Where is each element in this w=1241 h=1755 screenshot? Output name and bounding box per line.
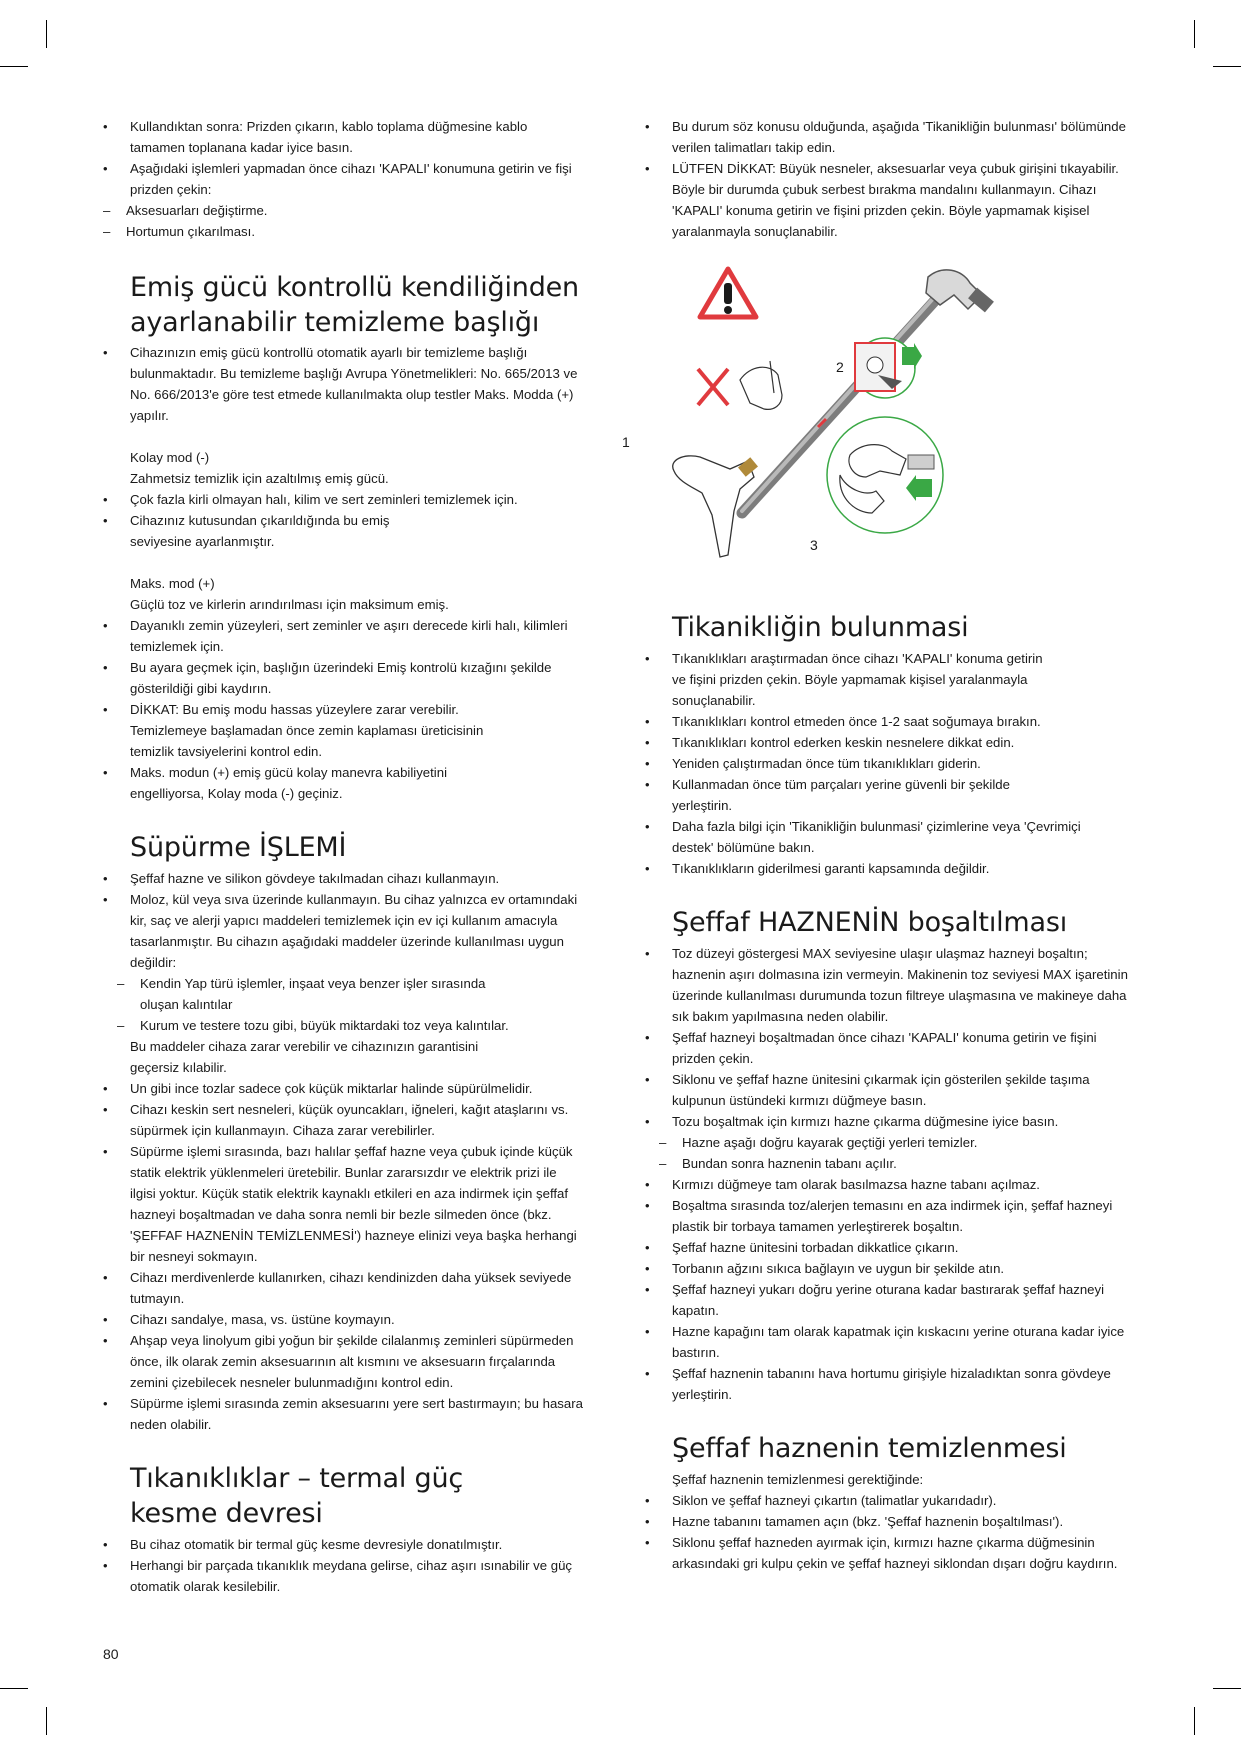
close-icon: [698, 369, 728, 405]
dash-item: – Hortumun çıkarılması.: [103, 221, 583, 242]
list-item: • Moloz, kül veya sıva üzerinde kullanmayın. Bu cihaz yalnızca ev ortamındaki kir, saç ve alerji yapıcı maddeleri temizlemek için ev içi kullanım amacıyla tasarlanmıştır. Bu cihazın aşağıdaki maddeler üzerinde kullanılması uygun değildir:: [103, 889, 583, 973]
warning-icon: [700, 269, 756, 317]
list-item: • Kırmızı düğmeye tam olarak basılmazsa hazne tabanı açılmaz.: [645, 1174, 1140, 1195]
list-item: • Boşaltma sırasında toz/alerjen temasını en aza indirmek için, şeffaf hazneyi plastik bir torbaya tamamen yerleştirerek boşaltın.: [645, 1195, 1140, 1237]
list-item: • Yeniden çalıştırmadan önce tüm tıkanıklıkları giderin.: [645, 753, 1140, 774]
list-item: • Daha fazla bilgi için 'Tikanikliğin bulunmasi' çizimlerine veya 'Çevrimiçi destek' bölümüne bakın.: [645, 816, 1112, 858]
list-item: • Şeffaf hazne ve silikon gövdeye takılmadan cihazı kullanmayın.: [103, 868, 583, 889]
list-item: • Dayanıklı zemin yüzeyleri, sert zeminler ve aşırı derecede kirli halı, kilimleri temizlemek için.: [103, 615, 583, 657]
subheading-kolay: Kolay mod (-): [130, 450, 210, 465]
list-item: • Herhangi bir parçada tıkanıklık meydana gelirse, cihaz aşırı ısınabilir ve güç otomatik olarak kesilebilir.: [103, 1555, 583, 1597]
list-item: • Cihazı keskin sert nesneleri, küçük oyuncakları, iğneleri, kağıt ataşlarını vs. süpürmek için kullanmayın. Cihaza zarar verebilirler.: [103, 1099, 583, 1141]
list-item: • Toz düzeyi göstergesi MAX seviyesine ulaşır ulaşmaz hazneyi boşaltın; haznenin aşırı dolmasına izin vermeyin. Makinenin toz seviyesi MAX işaretinin üzerinde kullanılması durumunda tozun filtreye ulaşmasına ve makineye daha sık bakım yapılmasına neden olabilir.: [645, 943, 1140, 1027]
crop-mark: [0, 66, 28, 67]
list-item: • Siklonu şeffaf hazneden ayırmak için, kırmızı hazne çıkarma düğmesinin arkasındaki gri kulpu çekin ve şeffaf hazneyi siklondan dışarı doğru kaydırın.: [645, 1532, 1140, 1574]
list-item: • Cihazınızın emiş gücü kontrollü otomatik ayarlı bir temizleme başlığı bulunmaktadır. Bu temizleme başlığı Avrupa Yönetmelikleri: No. 665/2013 ve No. 666/2013'e göre test etmede kullanılmakta olup testler Maks. Modda (+) yapılır.: [103, 342, 583, 426]
list-item: • Tıkanıklıkları kontrol ederken keskin nesnelere dikkat edin.: [645, 732, 1140, 753]
section-heading-emis: Emiş gücü kontrollü kendiliğinden ayarlanabilir temizleme başlığı: [130, 272, 579, 338]
hand-icon: [740, 361, 782, 409]
list-item: • Un gibi ince tozlar sadece çok küçük miktarlar halinde süpürülmelidir.: [103, 1078, 583, 1099]
list-item: • Tozu boşaltmak için kırmızı hazne çıkarma düğmesine iyice basın.: [645, 1111, 1140, 1132]
crop-mark: [1194, 1707, 1195, 1735]
list-item: • DİKKAT: Bu emiş modu hassas yüzeylere zarar verebilir. Temizlemeye başlamadan önce zemin kaplaması üreticisinin temizlik tavsiyelerini kontrol edin.: [103, 699, 520, 762]
list-item: • Aşağıdaki işlemleri yapmadan önce cihazı 'KAPALI' konumuna getirin ve fişi prizden çekin:: [103, 158, 583, 200]
list-item: • Bu cihaz otomatik bir termal güç kesme devresiyle donatılmıştır.: [103, 1534, 583, 1555]
list-item: • Maks. modun (+) emiş gücü kolay manevra kabiliyetini engelliyorsa, Kolay moda (-) geçiniz.: [103, 762, 520, 804]
dash-item: – Bundan sonra haznenin tabanı açılır.: [659, 1153, 1140, 1174]
detach-callout: [827, 417, 943, 533]
subheading-maks: Maks. mod (+): [130, 576, 215, 591]
dash-item: – Aksesuarları değiştirme.: [103, 200, 583, 221]
section-heading-termal: Tıkanıklıklar – termal güç kesme devresi: [130, 1463, 464, 1529]
crop-mark: [46, 1707, 47, 1735]
list-item: • Şeffaf hazneyi boşaltmadan önce cihazı 'KAPALI' konuma getirin ve fişini prizden çekin.: [645, 1027, 1140, 1069]
list-item: • Torbanın ağzını sıkıca bağlayın ve uygun bir şekilde atın.: [645, 1258, 1140, 1279]
list-item: • Siklon ve şeffaf hazneyi çıkartın (talimatlar yukarıdadır).: [645, 1490, 1140, 1511]
list-item: • Kullanmadan önce tüm parçaları yerine güvenli bir şekilde yerleştirin.: [645, 774, 1032, 816]
right-column-bottom: [645, 610, 1140, 1574]
list-item: • Kullandıktan sonra: Prizden çıkarın, kablo toplama düğmesine kablo tamamen toplanana kadar iyice basın.: [103, 116, 583, 158]
list-item: • Çok fazla kirli olmayan halı, kilim ve sert zeminleri temizlemek için.: [103, 489, 583, 510]
list-item: • Şeffaf hazne ünitesini torbadan dikkatlice çıkarın.: [645, 1237, 1140, 1258]
crop-mark: [1213, 66, 1241, 67]
section-heading-bosaltma: Şeffaf HAZNENİN boşaltılması: [672, 907, 1068, 938]
step-label: 2: [836, 359, 844, 375]
crop-mark: [1194, 20, 1195, 48]
list-item: • Cihazınız kutusundan çıkarıldığında bu emiş seviyesine ayarlanmıştır.: [103, 510, 420, 552]
page-number: 80: [103, 1646, 119, 1662]
right-column-top: [645, 116, 1140, 242]
list-item: • Tıkanıklıkları kontrol etmeden önce 1-2 saat soğumaya bırakın.: [645, 711, 1140, 732]
dash-item: – Kurum ve testere tozu gibi, büyük miktardaki toz veya kalıntılar.: [117, 1015, 583, 1036]
dash-item: – Hazne aşağı doğru kayarak geçtiği yerleri temizler.: [659, 1132, 1140, 1153]
crop-mark: [0, 1688, 28, 1689]
list-item: • Süpürme işlemi sırasında, bazı halılar şeffaf hazne veya çubuk içinde küçük statik elektrik yüklenmeleri üretebilir. Bunlar zararsızdır ve elektrik prizi ile ilgisi yoktur. Küçük statik elektrik kaynaklı etkileri en aza indirmek için şeffaf hazneyi boşaltmadan ve daha sonra nemli bir bezle silmeden önce (bkz. 'ŞEFFAF HAZNENİN TEMİZLENMESİ') hazneye elinizi veya başka herhangi bir nesneyi sokmayın.: [103, 1141, 583, 1267]
crop-mark: [1213, 1688, 1241, 1689]
paragraph: Güçlü toz ve kirlerin arındırılması için maksimum emiş.: [130, 597, 449, 612]
list-item: • Ahşap veya linolyum gibi yoğun bir şekilde cilalanmış zeminleri süpürmeden önce, ilk olarak zemin aksesuarının alt kısmını ve aksesuarın fırçalarında zemini çizebilecek nesneler bulunmadığını kontrol edin.: [103, 1330, 583, 1393]
list-item: • Siklonu ve şeffaf hazne ünitesini çıkarmak için gösterilen şekilde taşıma kulpunun üstündeki kırmızı düğmeye basın.: [645, 1069, 1140, 1111]
paragraph: Şeffaf haznenin temizlenmesi gerektiğinde:: [672, 1472, 924, 1487]
list-item: • Tıkanıklıkların giderilmesi garanti kapsamında değildir.: [645, 858, 1140, 879]
paragraph: Zahmetsiz temizlik için azaltılmış emiş gücü.: [130, 471, 389, 486]
section-heading-supurme: Süpürme İŞLEMİ: [130, 832, 347, 863]
crop-mark: [46, 20, 47, 48]
list-item: • Şeffaf haznenin tabanını hava hortumu girişiyle hizaladıktan sonra gövdeye yerleştirin.: [645, 1363, 1140, 1405]
dash-item: – Kendin Yap türü işlemler, inşaat veya benzer işler sırasında oluşan kalıntılar: [117, 973, 520, 1015]
step-label: 3: [810, 537, 818, 553]
list-item: • Bu durum söz konusu olduğunda, aşağıda 'Tikanikliğin bulunması' bölümünde verilen talimatları takip edin.: [645, 116, 1140, 158]
list-item: • Cihazı merdivenlerde kullanırken, cihazı kendinizden daha yüksek seviyede tutmayın.: [103, 1267, 583, 1309]
step-label: 1: [622, 434, 630, 450]
section-heading-tikaniklik: Tikanikliğin bulunmasi: [672, 612, 969, 643]
list-item: • Bu ayara geçmek için, başlığın üzerindeki Emiş kontrolü kızağını şekilde gösterildiği gibi kaydırın.: [103, 657, 583, 699]
list-item: • Cihazı sandalye, masa, vs. üstüne koymayın.: [103, 1309, 583, 1330]
section-heading-temizleme: Şeffaf haznenin temizlenmesi: [672, 1433, 1067, 1464]
unblock-illustration: [622, 265, 1125, 595]
list-item: • Süpürme işlemi sırasında zemin aksesuarını yere sert bastırmayın; bu hasara neden olabilir.: [103, 1393, 583, 1435]
list-item: • Tıkanıklıkları araştırmadan önce cihazı 'KAPALI' konuma getirin ve fişini prizden çekin. Böyle yapmamak kişisel yaralanmayla sonuçlanabilir.: [645, 648, 1052, 711]
left-column: [103, 116, 583, 1597]
list-item: • Hazne kapağını tam olarak kapatmak için kıskacını yerine oturana kadar iyice bastırın.: [645, 1321, 1140, 1363]
list-item: • LÜTFEN DİKKAT: Büyük nesneler, aksesuarlar veya çubuk girişini tıkayabilir. Böyle bir durumda çubuk serbest bırakma mandalını kullanmayın. Cihazı 'KAPALI' konuma getirin ve fişini prizden çekin. Böyle yapmamak kişisel yaralanmayla sonuçlanabilir.: [645, 158, 1140, 242]
list-item: • Şeffaf hazneyi yukarı doğru yerine oturana kadar bastırarak şeffaf hazneyi kapatın.: [645, 1279, 1140, 1321]
paragraph: Bu maddeler cihaza zarar verebilir ve cihazınızın garantisini geçersiz kılabilir.: [130, 1039, 479, 1075]
unplug-callout: [855, 338, 922, 398]
list-item: • Hazne tabanını tamamen açın (bkz. 'Şeffaf haznenin boşaltılması').: [645, 1511, 1140, 1532]
